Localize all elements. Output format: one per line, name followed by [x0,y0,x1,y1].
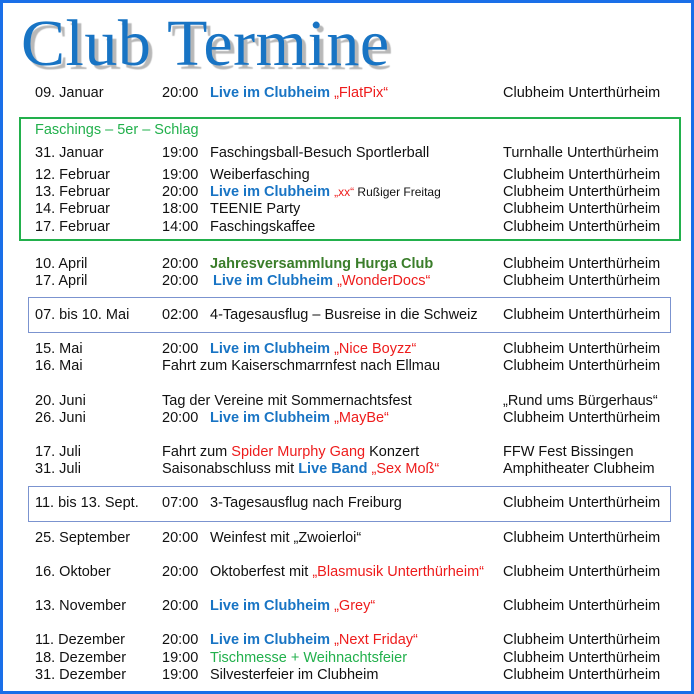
event-title-part: „WonderDocs“ [337,273,431,289]
event-title-part: „MayBe“ [334,410,389,426]
event-title-part: Live im Clubheim [210,85,335,101]
event-date: 31. Dezember [35,667,127,683]
event-title-part: 4-Tagesausflug – Busreise in die Schweiz [210,307,478,323]
event-row [0,84,694,102]
event-row [0,649,694,667]
event-title-part: Tischmesse + Weihnachtsfeier [210,650,408,666]
event-title [162,357,440,375]
event-title-part: Fahrt zum [162,444,232,460]
event-date: 31. Juli [35,461,81,477]
event-row [0,144,694,162]
event-title [210,649,407,667]
event-time: 20:00 [162,410,199,426]
event-time: 19:00 [162,667,199,683]
event-date: 17. Juli [35,444,81,460]
event-row [0,200,694,218]
event-place: Clubheim Unterthürheim [503,410,661,426]
event-row [0,357,694,375]
event-title-part: Tag der Vereine mit Sommernachtsfest [162,393,412,409]
event-title [210,494,402,512]
event-title [210,597,375,615]
event-row [0,409,694,427]
event-date: 17. April [35,273,88,289]
event-title [213,272,430,290]
event-place: FFW Fest Bissingen [503,444,634,460]
event-title-part: Rußiger Freitag [357,185,441,199]
event-title [162,392,412,410]
event-title [210,200,300,218]
event-row [0,392,694,410]
event-place: Clubheim Unterthürheim [503,341,661,357]
event-date: 13. Februar [35,184,110,200]
event-time: 20:00 [162,184,199,200]
event-time: 18:00 [162,201,199,217]
event-title [210,166,310,184]
event-place: Clubheim Unterthürheim [503,184,661,200]
event-title [210,144,429,162]
event-title-part: „xx“ [334,185,358,199]
event-title [210,409,389,427]
event-time: 20:00 [162,530,199,546]
event-place: Clubheim Unterthürheim [503,307,661,323]
event-row [0,631,694,649]
event-title-part: TEENIE Party [210,201,301,217]
event-title-part: Jahresversammlung Hurga Club [210,256,434,272]
event-title-part: Live Band [298,461,372,477]
event-title-part: Spider Murphy Gang [231,444,366,460]
event-date: 25. September [35,530,131,546]
event-date: 09. Januar [35,85,104,101]
event-date: 16. Oktober [35,564,111,580]
event-row [0,460,694,478]
event-place: Clubheim Unterthürheim [503,598,661,614]
event-place: Clubheim Unterthürheim [503,256,661,272]
page-title: Club Termine [21,7,390,80]
event-place: Clubheim Unterthürheim [503,530,661,546]
event-place: Clubheim Unterthürheim [503,219,661,235]
event-place: Clubheim Unterthürheim [503,167,661,183]
event-title-part: Weiberfasching [210,167,310,183]
event-place: „Rund ums Bürgerhaus“ [503,393,658,409]
event-place: Clubheim Unterthürheim [503,650,661,666]
event-title-part: Live im Clubheim [213,273,338,289]
event-row [0,529,694,547]
event-date: 11. Dezember [35,632,125,648]
event-title [210,306,478,324]
event-date: 26. Juni [35,410,86,426]
event-row [0,443,694,461]
event-time: 02:00 [162,307,199,323]
event-title-part: „Grey“ [334,598,376,614]
event-time: 19:00 [162,145,199,161]
event-row [0,340,694,358]
event-place: Clubheim Unterthürheim [503,85,661,101]
event-time: 19:00 [162,650,199,666]
event-title-part: „Sex Moß“ [371,461,440,477]
event-row [0,166,694,184]
event-place: Clubheim Unterthürheim [503,273,661,289]
event-title-part: „Nice Boyzz“ [334,341,417,357]
event-place: Amphitheater Clubheim [503,461,655,477]
event-title-part: Oktoberfest mit [210,564,313,580]
event-time: 20:00 [162,341,199,357]
event-date: 18. Dezember [35,650,127,666]
event-title [210,340,416,358]
event-place: Clubheim Unterthürheim [503,201,661,217]
event-title [210,631,418,649]
event-title-part: Saisonabschluss mit [162,461,299,477]
event-title [210,218,315,236]
event-title-part: Live im Clubheim [210,184,335,200]
event-date: 12. Februar [35,167,110,183]
event-title-part: Silvesterfeier im Clubheim [210,667,379,683]
event-date: 14. Februar [35,201,110,217]
event-title-part: „FlatPix“ [334,85,389,101]
event-row [0,494,694,512]
event-place: Clubheim Unterthürheim [503,564,661,580]
event-row [0,666,694,684]
event-title-part: „Next Friday“ [334,632,418,648]
event-title [210,666,378,684]
event-place: Clubheim Unterthürheim [503,358,661,374]
event-time: 20:00 [162,598,199,614]
event-date: 20. Juni [35,393,86,409]
event-title-part: Live im Clubheim [210,410,335,426]
event-title-part: „Blasmusik Unterthürheim“ [312,564,484,580]
event-time: 19:00 [162,167,199,183]
event-place: Turnhalle Unterthürheim [503,145,659,161]
event-title-part: Weinfest mit „Zwoierloi“ [210,530,362,546]
event-title-part: Faschingsball-Besuch Sportlerball [210,145,430,161]
event-time: 07:00 [162,495,199,511]
event-row [0,272,694,290]
event-date: 11. bis 13. Sept. [35,495,139,511]
event-title-part: Live im Clubheim [210,598,335,614]
event-row [0,255,694,273]
event-title [210,183,441,201]
event-place: Clubheim Unterthürheim [503,667,661,683]
event-title-part: Konzert [365,444,420,460]
event-date: 16. Mai [35,358,83,374]
event-title-part: 3-Tagesausflug nach Freiburg [210,495,402,511]
event-row [0,218,694,236]
event-title-part: Live im Clubheim [210,632,335,648]
event-row [0,183,694,201]
event-row [0,306,694,324]
event-date: 07. bis 10. Mai [35,307,130,323]
event-time: 20:00 [162,564,199,580]
event-title [210,84,388,102]
event-date: 13. November [35,598,127,614]
event-row [0,597,694,615]
event-row [0,563,694,581]
event-place: Clubheim Unterthürheim [503,495,661,511]
event-date: 15. Mai [35,341,83,357]
fasching-header: Faschings – 5er – Schlag [35,122,199,138]
event-title-part: Fahrt zum Kaiserschmarrnfest nach Ellmau [162,358,441,374]
event-title-part: Faschingskaffee [210,219,316,235]
event-time: 20:00 [162,85,199,101]
event-title [162,460,439,478]
event-title-part: Live im Clubheim [210,341,335,357]
event-time: 20:00 [162,273,199,289]
event-time: 20:00 [162,632,199,648]
event-date: 31. Januar [35,145,104,161]
event-title [210,255,433,273]
event-title [210,563,484,581]
event-place: Clubheim Unterthürheim [503,632,661,648]
event-time: 14:00 [162,219,199,235]
event-title [162,443,419,461]
event-title [210,529,361,547]
event-date: 10. April [35,256,88,272]
event-time: 20:00 [162,256,199,272]
event-date: 17. Februar [35,219,110,235]
